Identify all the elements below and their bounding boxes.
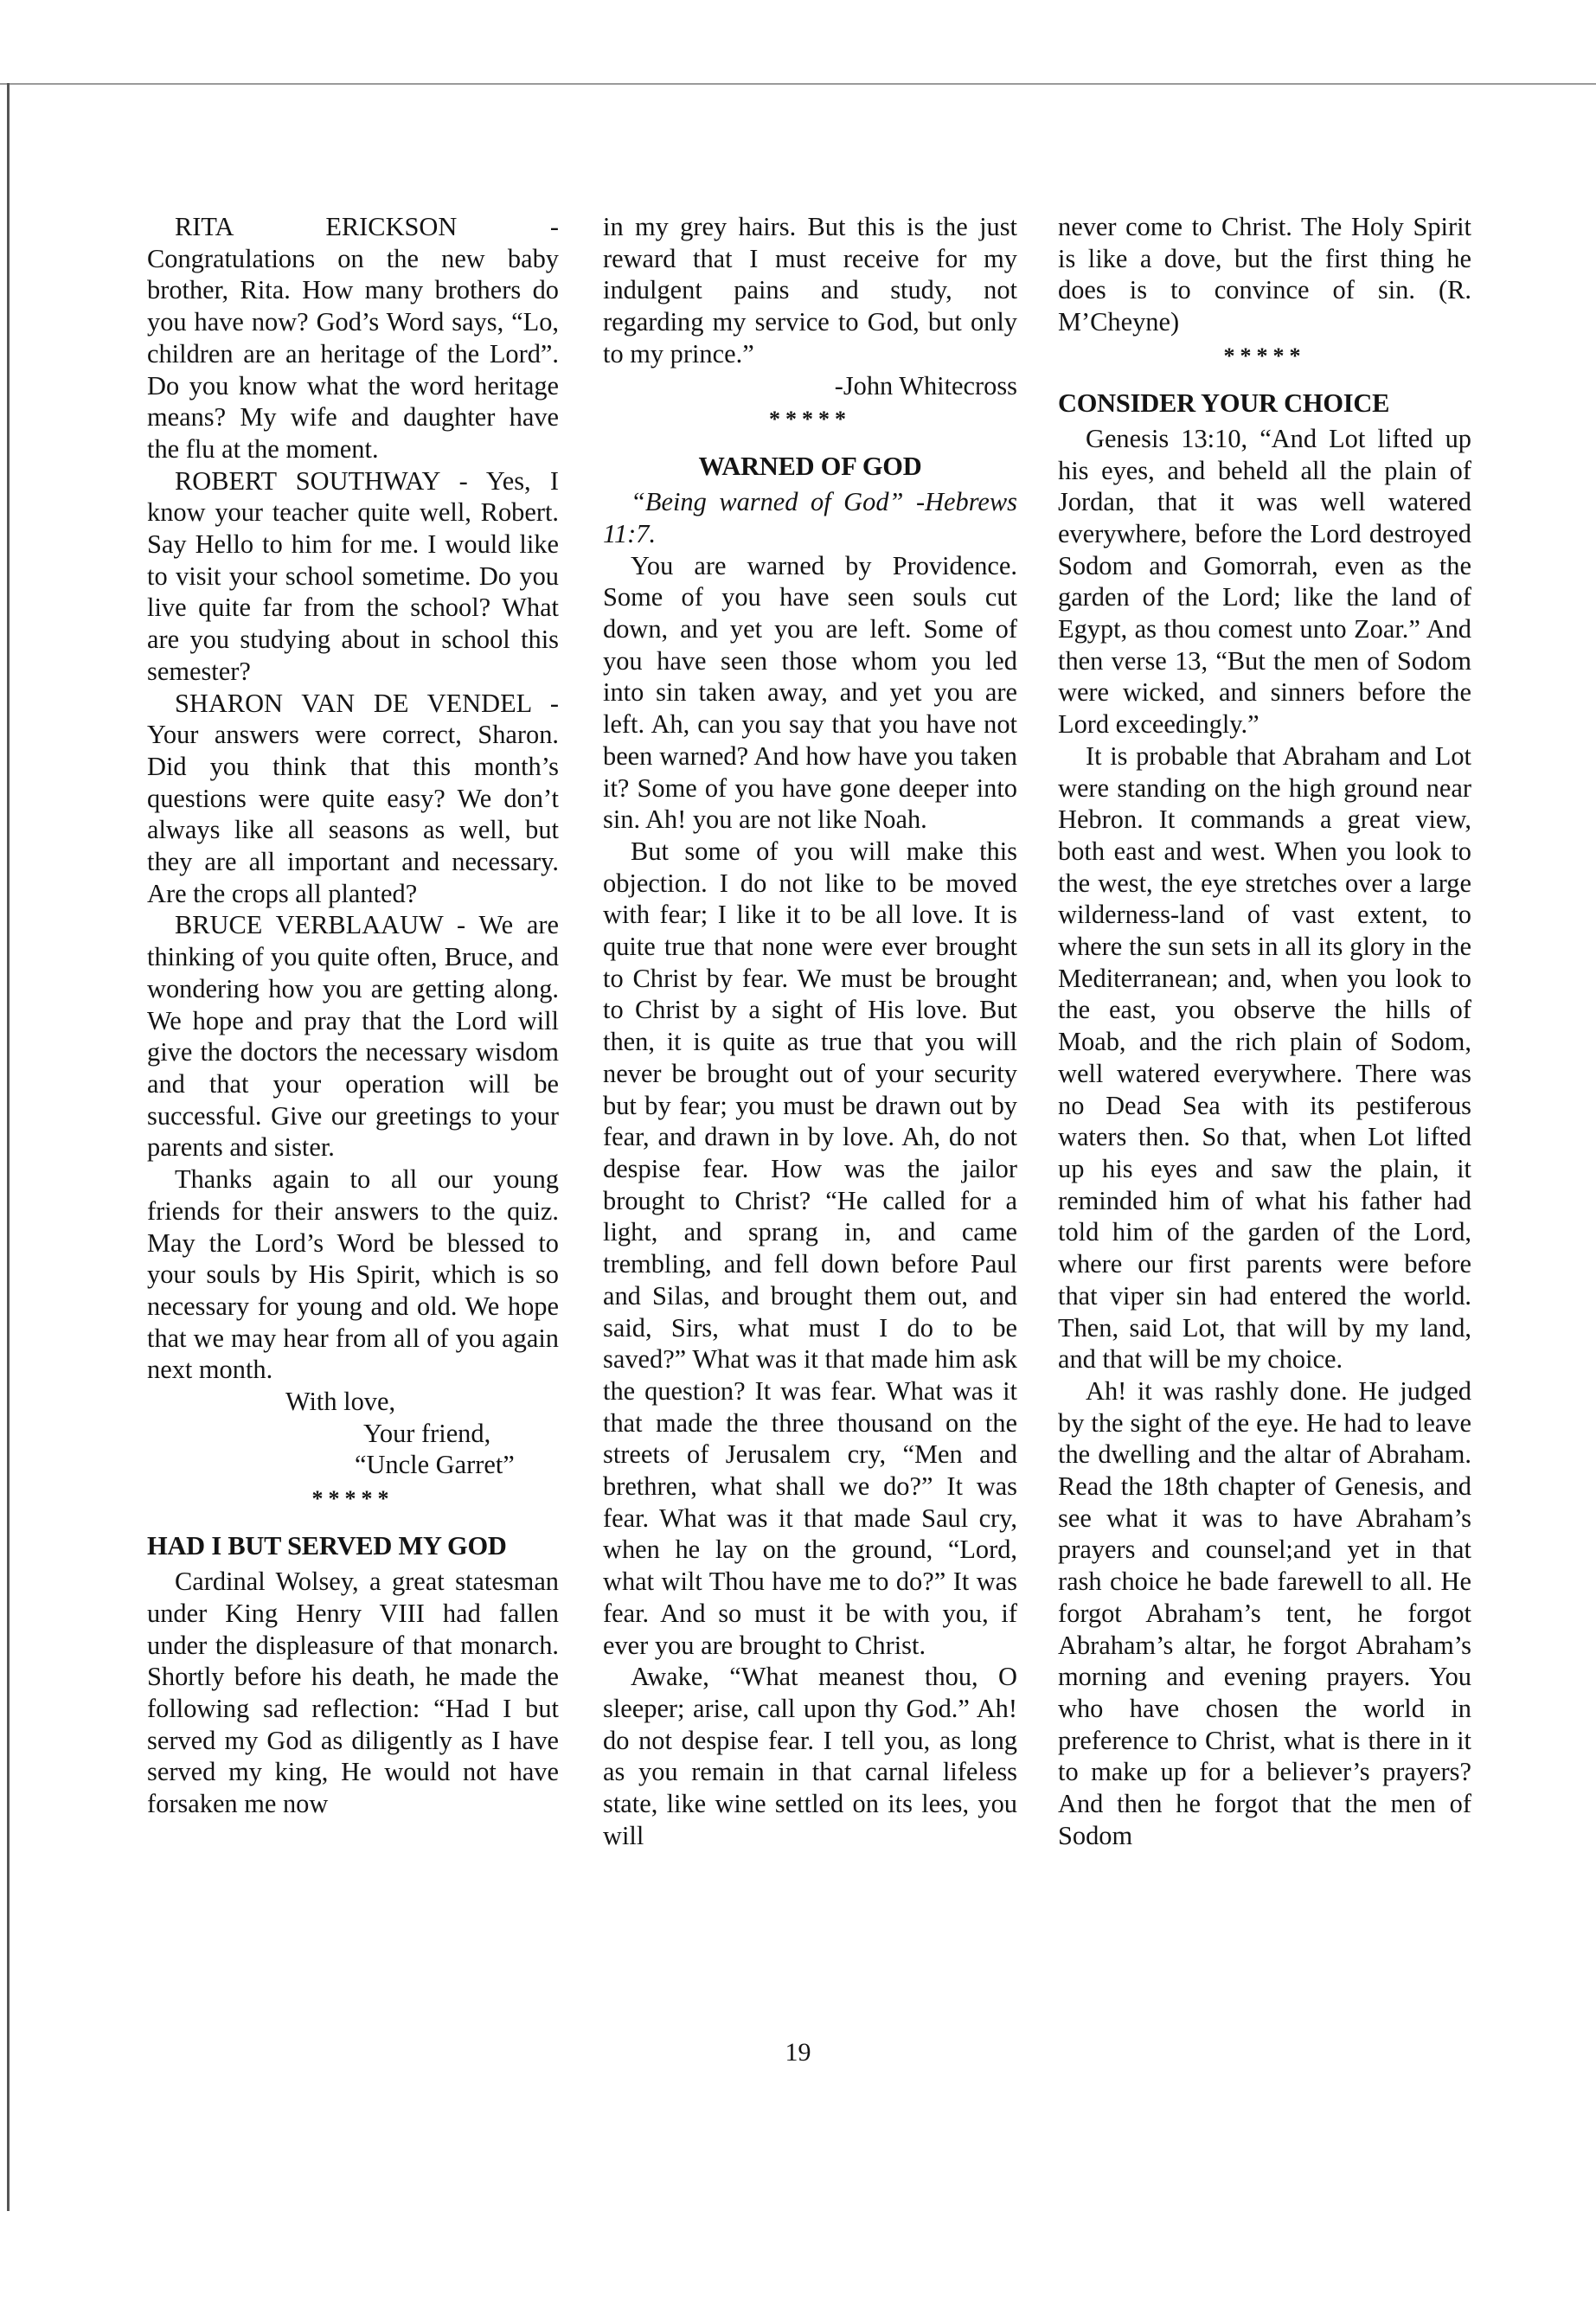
- choice-paragraph: It is probable that Abraham and Lot were standing on the high ground near Hebron. It commands a great view, both east and west. When you look to the west, the eye stretches over a large wilderness-land of vast extent, to where the sun sets in all its glory in the Mediterranean; and, when you look to the east, you observe the hills of Moab, and the rich plain of Sodom, well watered everywhere. There was no Dead Sea with its pestiferous waters then. So that, when Lot lifted up his eyes and saw the plain, it reminded him of what his father had told him of the garden of the Lord, where our first parents were before that viper sin had entered the world. Then, said Lot, that will by my land, and that will be my choice.: [1058, 740, 1471, 1375]
- choice-paragraph: Genesis 13:10, “And Lot lifted up his eyes, and beheld all the plain of Jordan, that it was well watered everywhere, before the Lord destroyed Sodom and Gomorrah, even as the garden of the Lord; like the land of Egypt, as thou comest unto Zoar.” And then verse 13, “But the men of Sodom were wicked, and sinners before the Lord exceedingly.”: [1058, 423, 1471, 740]
- choice-paragraph: Ah! it was rashly done. He judged by the sight of the eye. He had to leave the dwelling and the altar of Abraham. Read the 18th chapter of Genesis, and see what it was to have Abraham’s prayers and counsel;and yet in that rash choice he bade farewell to all. He forgot Abraham’s tent, he forgot Abraham’s altar, he forgot Abraham’s morning and evening prayers. You who have chosen the world in preference to Christ, what is there in it to make up for a believer’s prayers? And then he forgot that the men of Sodom: [1058, 1375, 1471, 1850]
- page-left-edge: [7, 83, 10, 2211]
- warned-paragraph: But some of you will make this objection. I do not like to be moved with fear; I like it to be all love. It is quite true that none were ever brought to Christ by fear. We must be brought to Christ by a sight of His love. But then, it is quite as true that you will never be brought out of your security but by fear; you must be drawn out by fear, and drawn in by love. Ah, do not despise fear. How was the jailor brought to Christ? “He called for a light, and sprang in, and came trembling, and fell down before Paul and Silas, and brought them out, and said, Sirs, what must I do to be saved?” What was it that made him ask the question? It was fear. What was it that made the three thousand on the streets of Jerusalem cry, “Men and brethren, what shall we do?” It was fear. What was it that made Saul cry, when he lay on the ground, “Lord, what wilt Thou have me to do?” It was fear. And so must it be with you, if ever you are brought to Christ.: [603, 836, 1017, 1660]
- closing-line-1: With love,: [285, 1387, 396, 1417]
- closing-signature: [147, 1386, 559, 1481]
- wolsey-continued: in my grey hairs. But this is the just reward that I must receive for my indulgent pains and study, not regarding my service to God, but only to my prince.”: [603, 212, 1017, 369]
- letter-sharon: SHARON VAN DE VENDEL - Your answers were correct, Sharon. Did you think that this month’s questions were quite easy? We don’t always like all seasons as well, but they are all important and necessary. Are the crops all planted?: [147, 688, 559, 908]
- closing-line-2: Your friend,: [363, 1418, 491, 1448]
- warned-subtitle: “Being warned of God” -Hebrews 11:7.: [603, 487, 1017, 548]
- warned-continued: never come to Christ. The Holy Spirit is like a dove, but the first thing he does is to convince of sin. (R. M’Cheyne): [1058, 212, 1471, 337]
- section-divider-stars: *****: [311, 1486, 394, 1512]
- letter-rita: RITA ERICKSON - Congratulations on the new baby brother, Rita. How many brothers do you have now? God’s Word says, “Lo, children are an heritage of the Lord”. Do you know what the word heritage means? My wife and daughter have the flu at the moment.: [147, 212, 559, 464]
- section-divider-stars: *****: [1223, 343, 1306, 369]
- warned-paragraph: Awake, “What meanest thou, O sleeper; arise, call upon thy God.” Ah! do not despise fear. I tell you, as long as you remain in that carnal lifeless state, like wine settled on its lees, you will: [603, 1662, 1017, 1850]
- page-top-edge: [0, 83, 1596, 85]
- section-divider-stars: *****: [769, 407, 851, 433]
- wolsey-text: Cardinal Wolsey, a great statesman under King Henry VIII had fallen under the displeasure of that monarch. Shortly before his death, he made the following sad reflection: “Had I but served my God as diligently as I have served my king, He would not have forsaken me now: [147, 1567, 559, 1819]
- column-2: [603, 211, 1017, 1851]
- heading-had-i-but-served: HAD I BUT SERVED MY GOD: [147, 1531, 507, 1561]
- warned-paragraph: You are warned by Providence. Some of you have seen souls cut down, and yet you are left. Some of you have seen those whom you led into sin taken away, and yet you are left. Ah, can you say that you have not been warned? And how have you taken it? Some of you have gone deeper into sin. Ah! you are not like Noah.: [603, 550, 1017, 835]
- attribution-whitecross: -John Whitecross: [834, 370, 1017, 401]
- heading-consider-your-choice: CONSIDER YOUR CHOICE: [1058, 388, 1390, 418]
- page-number: 19: [785, 2038, 811, 2067]
- letter-bruce: BRUCE VERBLAAUW - We are thinking of you quite often, Bruce, and wondering how you are getting along. We hope and pray that the Lord will give the doctors the necessary wisdom and that your operation will be successful. Give our greetings to your parents and sister.: [147, 910, 559, 1163]
- column-3: [1058, 211, 1471, 1851]
- heading-warned-of-god: WARNED OF GOD: [698, 452, 922, 482]
- column-1: [147, 211, 559, 1820]
- letter-robert: ROBERT SOUTHWAY - Yes, I know your teacher quite well, Robert. Say Hello to him for me. I would like to visit your school sometime. Do you live quite far from the school? What are you studying about in school this semester?: [147, 465, 559, 686]
- letter-thanks: Thanks again to all our young friends for their answers to the quiz. May the Lord’s Word be blessed to your souls by His Spirit, which is so necessary for young and old. We hope that we may hear from all of you again next month.: [147, 1164, 559, 1385]
- closing-line-3: “Uncle Garret”: [355, 1450, 515, 1480]
